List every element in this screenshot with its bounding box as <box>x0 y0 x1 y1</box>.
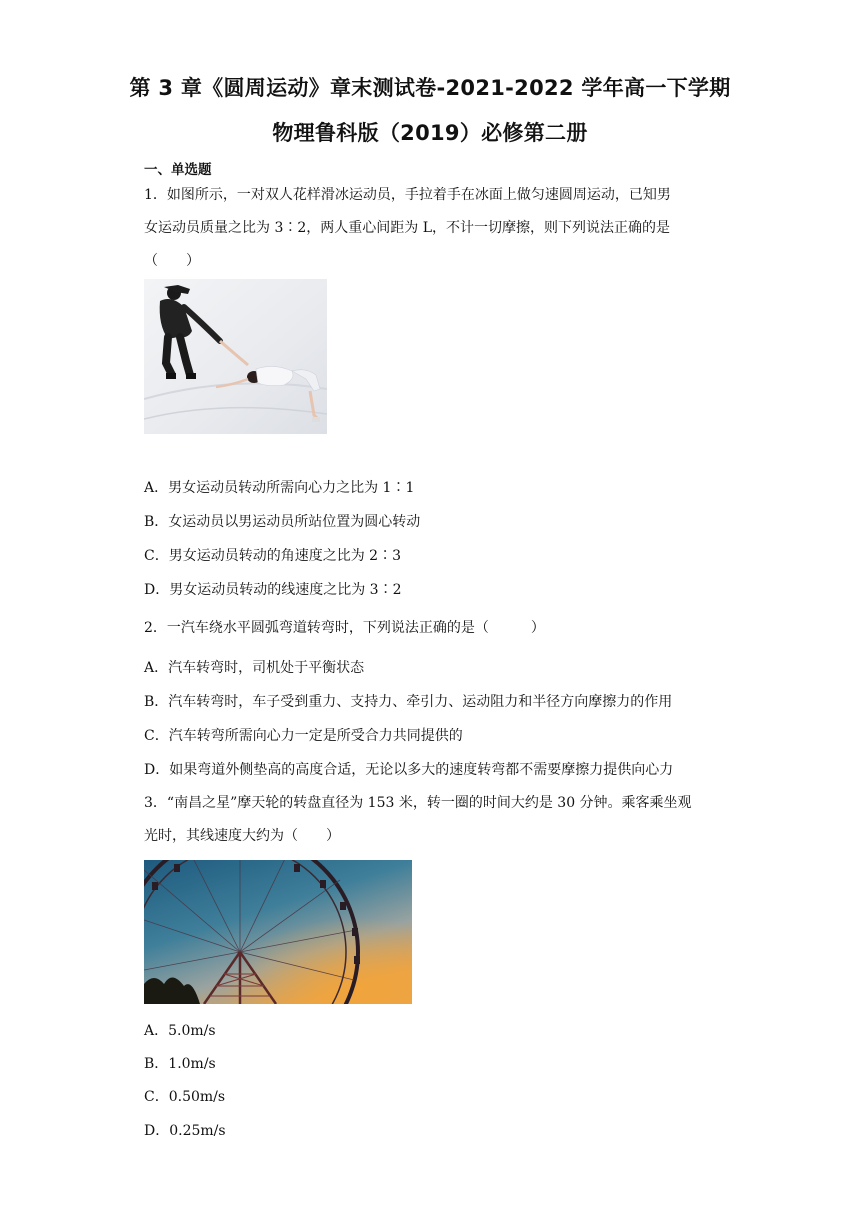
question-2-stem-line1: 2．一汽车绕水平圆弧弯道转弯时，下列说法正确的是（ ） <box>144 620 545 636</box>
question-1-stem-line2: 女运动员质量之比为 3∶2，两人重心间距为 L，不计一切摩擦，则下列说法正确的是 <box>144 220 671 236</box>
question-3-option-a: A．5.0m/s <box>144 1023 216 1039</box>
question-2-option-c: C．汽车转弯所需向心力一定是所受合力共同提供的 <box>144 728 463 744</box>
question-3-option-d: D．0.25m/s <box>144 1123 226 1139</box>
question-1-stem-line3: （ ） <box>144 253 200 269</box>
question-1-option-a: A．男女运动员转动所需向心力之比为 1∶1 <box>144 480 415 496</box>
question-3-stem-line2: 光时，其线速度大约为（ ） <box>144 828 340 844</box>
question-2-option-b: B．汽车转弯时，车子受到重力、支持力、牵引力、运动阻力和半径方向摩擦力的作用 <box>144 694 673 710</box>
figure-skaters-photo <box>144 279 327 434</box>
question-3-option-c: C．0.50m/s <box>144 1089 226 1105</box>
question-1-option-b: B．女运动员以男运动员所站位置为圆心转动 <box>144 514 421 530</box>
ferris-wheel-photo <box>144 860 412 1004</box>
question-3-option-b: B．1.0m/s <box>144 1056 216 1072</box>
page-title-line1: 第 3 章《圆周运动》章末测试卷-2021-2022 学年高一下学期 <box>129 76 731 100</box>
page-title-line2: 物理鲁科版（2019）必修第二册 <box>272 121 588 145</box>
question-1-option-d: D．男女运动员转动的线速度之比为 3∶2 <box>144 582 402 598</box>
question-2-option-a: A．汽车转弯时，司机处于平衡状态 <box>144 660 365 676</box>
question-3-stem-line1: 3．“南昌之星”摩天轮的转盘直径为 153 米，转一圈的时间大约是 30 分钟。乘客乘坐观 <box>144 795 692 811</box>
question-2-option-d: D．如果弯道外侧垫高的高度合适，无论以多大的速度转弯都不需要摩擦力提供向心力 <box>144 762 674 778</box>
section-heading: 一、单选题 <box>144 162 212 178</box>
question-1-option-c: C．男女运动员转动的角速度之比为 2∶3 <box>144 548 401 564</box>
question-1-stem-line1: 1．如图所示，一对双人花样滑冰运动员，手拉着手在冰面上做匀速圆周运动，已知男 <box>144 187 671 203</box>
